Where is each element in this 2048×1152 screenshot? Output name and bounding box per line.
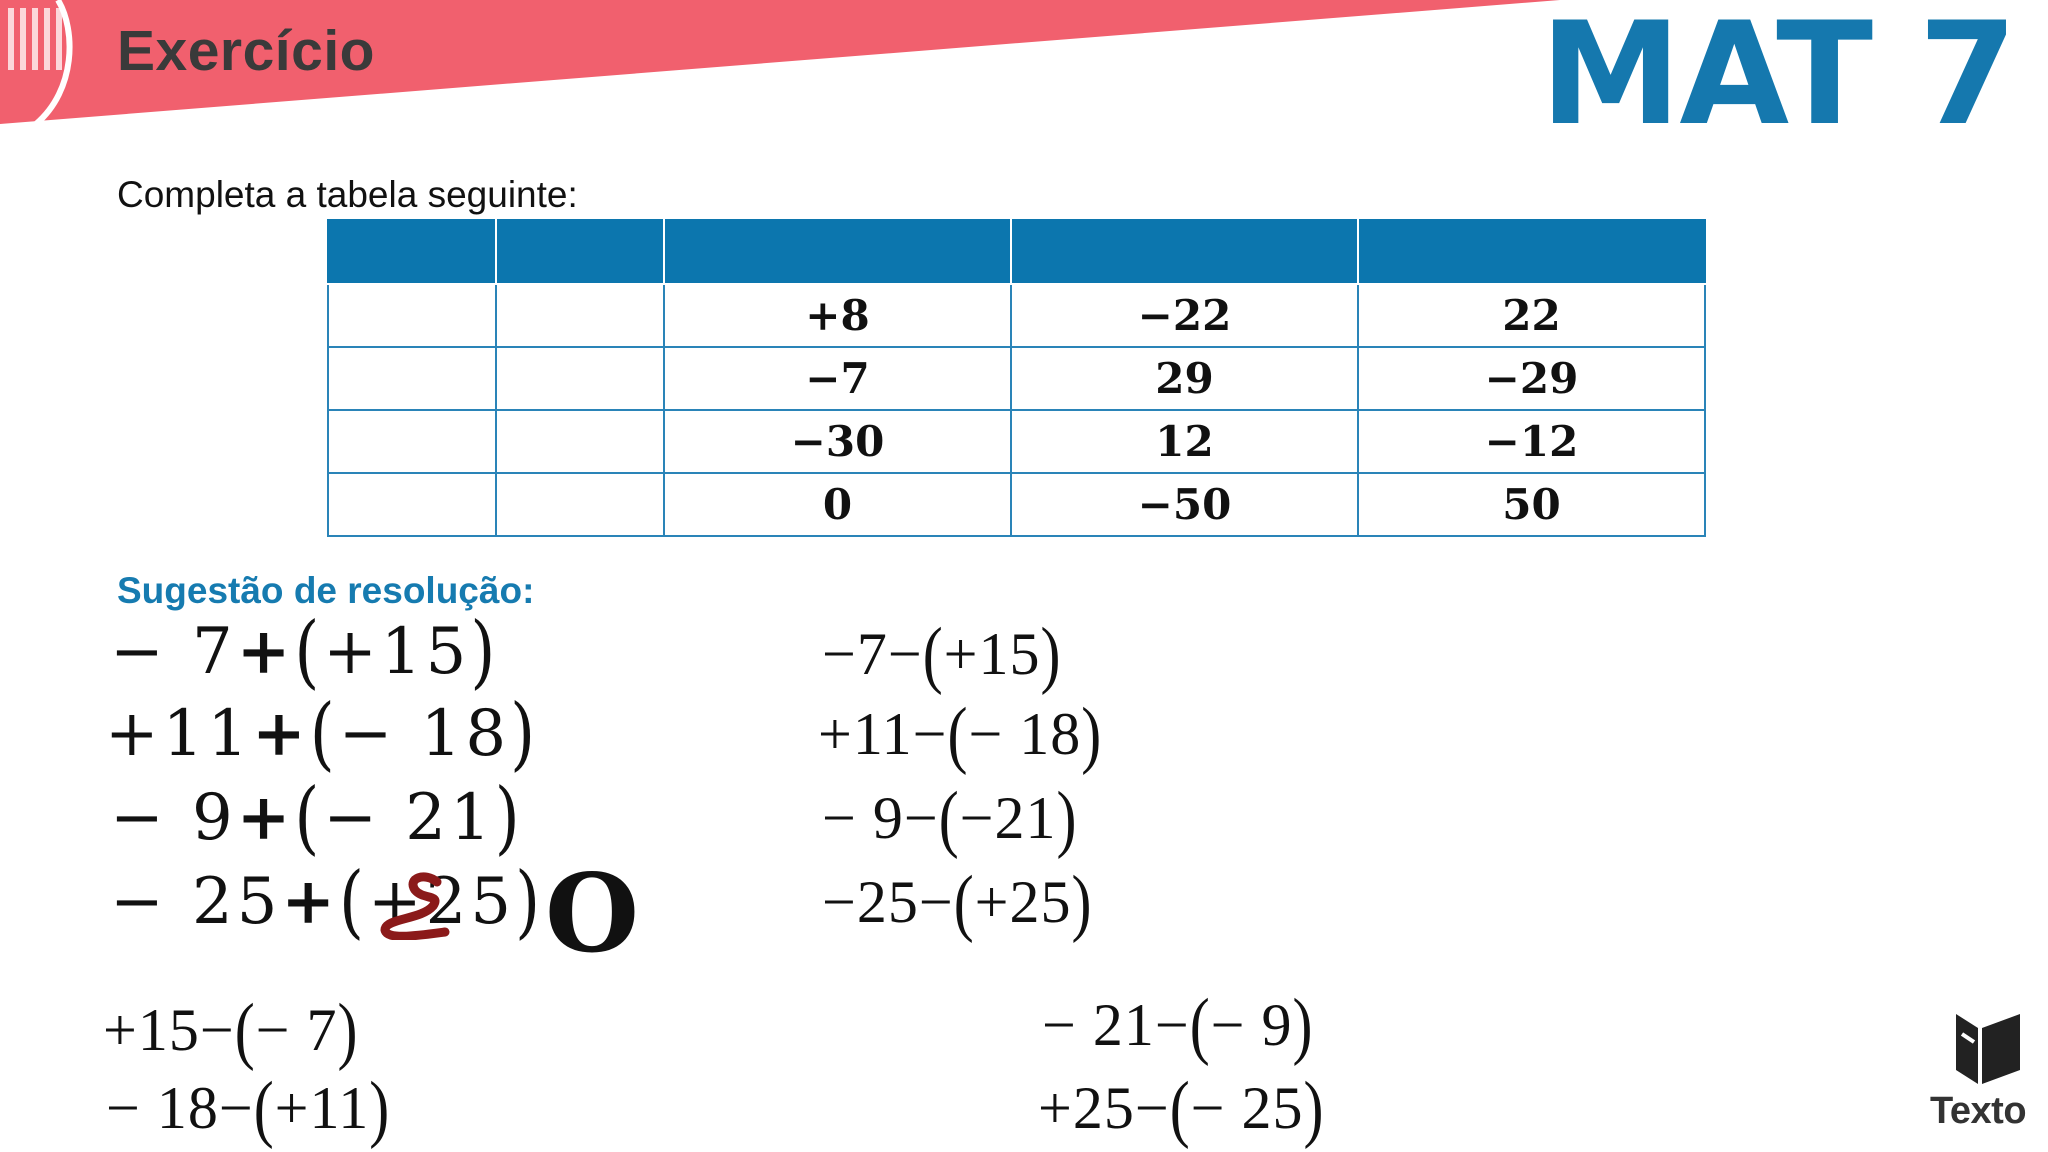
expression-bottom-right-2: [1038, 1066, 1325, 1150]
expression-term: − 25: [110, 865, 282, 939]
expression-operator: +: [281, 864, 340, 939]
paren-close: ): [494, 771, 524, 865]
expression-term: − 9: [110, 781, 237, 855]
expression-right-3: [822, 776, 1078, 860]
paren-close: ): [1071, 860, 1093, 944]
paren-open: (: [947, 692, 969, 776]
table-header-cell: [1011, 220, 1358, 284]
expression-bottom-left-1: [103, 988, 359, 1072]
expression-left-3: [110, 771, 524, 865]
expression-term: − 9: [1210, 992, 1293, 1058]
table-row: [328, 410, 1705, 473]
paren-open: (: [1169, 1066, 1191, 1150]
expression-term: +25: [974, 869, 1072, 935]
paren-open: (: [1189, 983, 1211, 1067]
header-title: Exercício: [117, 19, 375, 83]
instruction-text: Completa a tabela seguinte:: [117, 174, 578, 215]
paren-close: ): [1056, 776, 1078, 860]
table-cell: −12: [1358, 410, 1705, 473]
expression-term: −21: [959, 785, 1057, 851]
expression-term: − 25: [1190, 1075, 1304, 1141]
expression-operator: −: [1134, 1075, 1170, 1141]
table-cell-empty[interactable]: [496, 410, 664, 473]
expression-left-1: [110, 605, 500, 699]
table-cell-empty[interactable]: [496, 284, 664, 347]
table-cell: 50: [1358, 473, 1705, 536]
expression-operator: −: [887, 621, 923, 687]
table-cell: 12: [1011, 410, 1358, 473]
table-cell: −22: [1011, 284, 1358, 347]
expression-term: +15: [943, 621, 1041, 687]
paren-open: (: [938, 776, 960, 860]
table-row: [328, 473, 1705, 536]
expression-term: +11: [274, 1075, 370, 1141]
table-cell: +8: [664, 284, 1011, 347]
publisher-name: Texto: [1930, 1090, 2027, 1132]
paren-close: ): [510, 687, 540, 781]
expression-term: −7: [822, 621, 888, 687]
table-row: [328, 284, 1705, 347]
expression-operator: −: [918, 869, 954, 935]
expression-term: − 18: [106, 1075, 219, 1141]
paren-close: ): [1303, 1066, 1325, 1150]
expression-right-4: [822, 860, 1093, 944]
table-cell: −29: [1358, 347, 1705, 410]
table-cell: −7: [664, 347, 1011, 410]
expression-right-1: [822, 612, 1062, 696]
expression-term: +15: [103, 997, 200, 1063]
expression-operator: +: [236, 614, 295, 689]
table-cell: −50: [1011, 473, 1358, 536]
expression-term: +11: [105, 697, 253, 771]
expression-bottom-left-2: [106, 1066, 391, 1150]
table-cell-empty[interactable]: [328, 284, 496, 347]
expression-bottom-right-1: [1042, 983, 1314, 1067]
expression-operator: −: [199, 997, 235, 1063]
expression-term: − 9: [822, 785, 904, 851]
expression-term: − 18: [968, 701, 1082, 767]
paren-open: (: [339, 855, 368, 949]
expression-operator: −: [912, 701, 948, 767]
paren-open: (: [253, 1066, 275, 1150]
table-header-cell: [328, 220, 496, 284]
zero-result: O: [545, 851, 640, 977]
table-cell-empty[interactable]: [496, 473, 664, 536]
expression-term: − 7: [255, 997, 338, 1063]
table-cell-empty[interactable]: [328, 410, 496, 473]
table-header-cell: [1358, 220, 1705, 284]
expression-term: − 21: [323, 781, 495, 855]
expression-operator: +: [252, 696, 310, 771]
table-header-cell: [496, 220, 664, 284]
paren-close: ): [1081, 692, 1103, 776]
paren-close: ): [1040, 612, 1062, 696]
expression-term: − 21: [1042, 992, 1155, 1058]
expression-term: −25: [822, 869, 919, 935]
series-logo-icon: [0, 0, 80, 130]
expression-operator: −: [1154, 992, 1190, 1058]
expression-operator: −: [903, 785, 939, 851]
paren-close: ): [369, 1066, 391, 1150]
expression-term: +15: [323, 615, 471, 689]
expression-right-2: [818, 692, 1103, 776]
expression-term: − 7: [110, 615, 237, 689]
expression-term: +25: [368, 865, 516, 939]
brand-logo-text: MAT 7: [1540, 0, 2016, 157]
exercise-table: [327, 219, 1706, 537]
suggestion-heading: Sugestão de resolução:: [117, 570, 535, 611]
table-row: [328, 347, 1705, 410]
table-cell-empty[interactable]: [328, 473, 496, 536]
table-cell-empty[interactable]: [496, 347, 664, 410]
paren-close: ): [515, 855, 545, 949]
paren-close: ): [337, 988, 359, 1072]
paren-open: (: [922, 612, 944, 696]
table-cell: 0: [664, 473, 1011, 536]
expression-operator: +: [236, 780, 295, 855]
paren-close: ): [470, 605, 500, 699]
expression-term: +11: [818, 701, 913, 767]
expression-operator: −: [218, 1075, 254, 1141]
paren-open: (: [294, 605, 324, 699]
book-icon: [1948, 1008, 2028, 1088]
table-header-cell: [664, 220, 1011, 284]
paren-open: (: [234, 988, 256, 1072]
expression-term: − 18: [338, 697, 511, 771]
paren-close: ): [1292, 983, 1314, 1067]
paren-open: (: [309, 687, 339, 781]
table-cell: 29: [1011, 347, 1358, 410]
table-cell-empty[interactable]: [328, 347, 496, 410]
handwritten-mark-icon: [375, 870, 485, 940]
paren-open: (: [294, 771, 324, 865]
table-cell: 22: [1358, 284, 1705, 347]
paren-open: (: [953, 860, 975, 944]
expression-left-2: [105, 687, 540, 781]
expression-term: +25: [1038, 1075, 1135, 1141]
table-header-row: [328, 220, 1705, 284]
table-cell: −30: [664, 410, 1011, 473]
